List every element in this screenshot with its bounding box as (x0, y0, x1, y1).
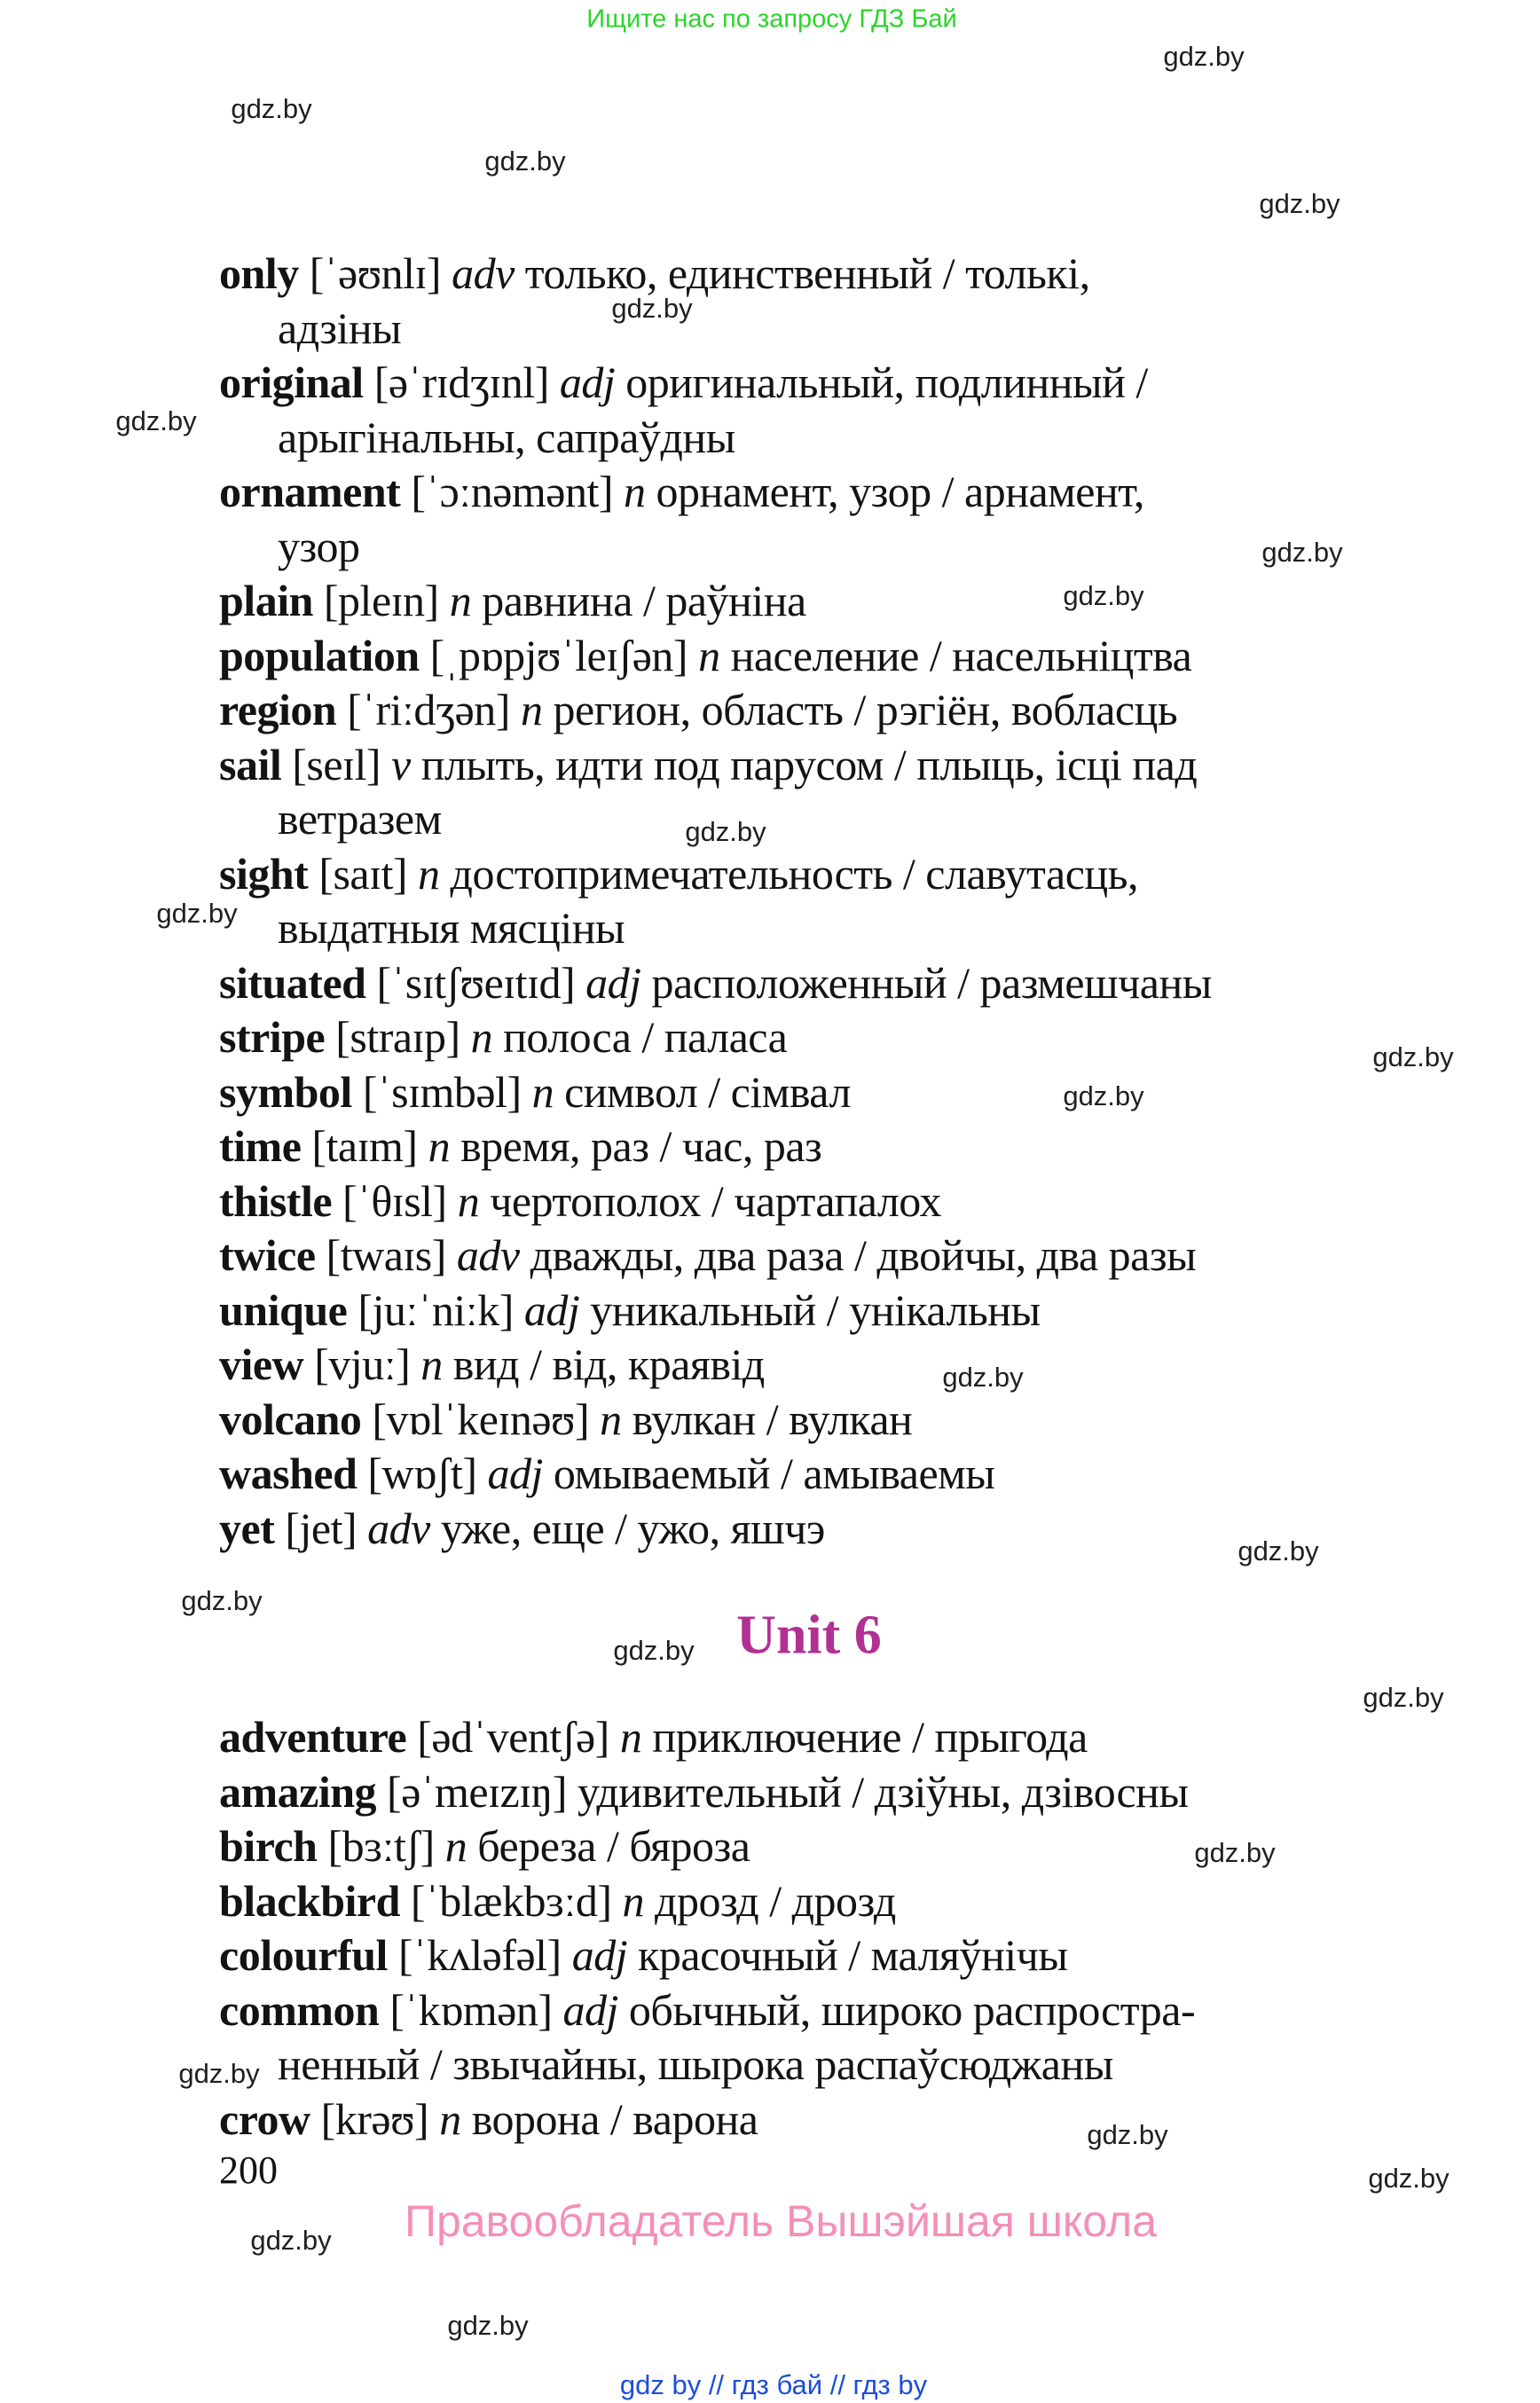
entry-transcription: [ˈɔːnəmənt] (411, 467, 614, 516)
entry-line (219, 1393, 1505, 1448)
entry-transcription: [wɒʃt] (367, 1449, 477, 1498)
entry-translation: вид / від, краявід (452, 1339, 765, 1389)
entry-line (219, 847, 1505, 902)
promo-search-text: Ищите нас по запросу ГДЗ Бай (586, 4, 957, 34)
entry-transcription: [saɪt] (318, 848, 408, 899)
entry-translation: плыть, идти под парусом / плыць, ісці пад (420, 739, 1198, 789)
gdz-watermark: gdz.by (1261, 537, 1343, 568)
entry-translation-continued: выдатныя мясціны (278, 903, 625, 953)
entry-line (219, 683, 1505, 738)
dictionary-entry (219, 1284, 1505, 1339)
page-number: 200 (219, 2148, 278, 2192)
dictionary-entry (219, 1174, 1505, 1229)
gdz-watermark: gdz.by (613, 1635, 695, 1666)
entry-translation: равнина / раўніна (482, 576, 806, 625)
entry-transcription: [taɪm] (311, 1121, 418, 1171)
entry-pos: n (619, 1712, 642, 1762)
entry-pos: n (418, 848, 440, 899)
entry-line (219, 1502, 1505, 1557)
entry-headword: time (219, 1121, 302, 1171)
gdz-watermark: gdz.by (115, 405, 197, 436)
entry-headword: situated (219, 957, 366, 1008)
gdz-watermark: gdz.by (181, 1585, 263, 1616)
dictionary-entry (219, 465, 1505, 574)
entry-line (219, 1710, 1505, 1765)
entry-pos: n (439, 2093, 461, 2144)
dictionary-entry (219, 629, 1505, 684)
dictionary-entry (219, 2093, 1505, 2148)
entry-line (219, 574, 1505, 629)
entry-line-continuation (219, 520, 1505, 575)
entry-translation: дрозд / дрозд (655, 1875, 896, 1926)
entry-translation: регион, область / рэгіён, вобласць (553, 685, 1178, 734)
dictionary-entry (219, 1065, 1505, 1120)
gdz-watermark: gdz.by (1368, 2163, 1450, 2194)
entry-pos: n (449, 576, 472, 625)
dictionary-entry (219, 1928, 1505, 1983)
entry-translation: время, раз / час, раз (460, 1121, 822, 1171)
entry-transcription: [əˈrɪdʒɪnl] (373, 357, 549, 407)
entry-headword: only (219, 248, 299, 298)
entry-transcription: [ˈsɪmbəl] (362, 1066, 522, 1117)
entry-line (219, 1284, 1505, 1339)
entry-pos: adj (559, 357, 616, 407)
dictionary-entry (219, 1393, 1505, 1448)
entry-headword: sight (219, 848, 309, 899)
dictionary-entry (219, 1010, 1505, 1065)
entry-headword: volcano (219, 1394, 362, 1444)
entry-headword: stripe (219, 1012, 326, 1062)
gdz-watermark: gdz.by (250, 2225, 332, 2256)
entry-pos: v (390, 739, 411, 789)
entry-pos: adj (562, 1984, 618, 2035)
entry-line-continuation (219, 2038, 1505, 2093)
entry-translation-continued: ветразем (278, 794, 442, 844)
entry-pos: adv (452, 248, 515, 298)
entry-transcription: [krəʊ] (320, 2093, 429, 2144)
entry-line (219, 1119, 1505, 1174)
entry-line (219, 1229, 1505, 1284)
gdz-watermark: gdz.by (1194, 1837, 1276, 1868)
entry-translation: красочный / маляўнічы (638, 1930, 1068, 1980)
dictionary-entry (219, 356, 1505, 465)
entry-line (219, 1874, 1505, 1929)
entry-pos: n (520, 685, 543, 734)
entry-headword: original (219, 357, 364, 407)
dictionary-entry (219, 683, 1505, 738)
gdz-watermark: gdz.by (1063, 580, 1144, 611)
entry-translation: только, единственный / толькі, (524, 248, 1090, 298)
entry-translation-continued: ненный / звычайны, шырока распаўсюджаны (278, 2039, 1113, 2089)
unit-heading: Unit 6 (736, 1605, 882, 1666)
entry-transcription: [straɪp] (335, 1012, 460, 1062)
gdz-watermark: gdz.by (611, 293, 693, 324)
entry-translation: население / насельніцтва (730, 630, 1192, 680)
entry-transcription: [ˈriːdʒən] (347, 685, 510, 734)
dictionary-entry (219, 738, 1505, 847)
entry-translation-continued: адзіны (278, 302, 402, 353)
entry-transcription: [ˌpɒpjʊˈleɪʃən] (429, 630, 688, 680)
entry-headword: unique (219, 1284, 348, 1335)
entry-headword: twice (219, 1230, 316, 1280)
gdz-watermark: gdz.by (1363, 1682, 1444, 1713)
entry-transcription: [juːˈniːk] (358, 1284, 514, 1335)
gdz-watermark: gdz.by (1063, 1080, 1144, 1111)
gdz-watermark: gdz.by (1087, 2119, 1168, 2150)
entry-line (219, 629, 1505, 684)
gdz-watermark: gdz.by (1238, 1535, 1319, 1567)
entry-line (219, 356, 1505, 411)
entry-line (219, 1928, 1505, 1983)
entry-headword: thistle (219, 1175, 333, 1226)
entry-transcription: [ˈkɒmən] (389, 1984, 553, 2035)
entry-headword: colourful (219, 1930, 388, 1980)
dictionary-entry (219, 1710, 1505, 1765)
entry-line (219, 956, 1505, 1011)
entry-translation-continued: узор (278, 521, 360, 571)
gdz-watermark: gdz.by (484, 145, 566, 177)
entry-headword: amazing (219, 1766, 377, 1817)
entry-line-continuation (219, 411, 1505, 466)
entry-pos: adv (367, 1503, 430, 1553)
entry-pos: adv (456, 1230, 520, 1280)
dictionary-entry (219, 956, 1505, 1011)
entry-headword: yet (219, 1503, 275, 1553)
entry-transcription: [bɜːtʃ] (327, 1821, 435, 1871)
entry-pos: n (622, 1875, 644, 1926)
entry-pos: adj (571, 1930, 628, 1980)
entry-transcription: [ˈəʊnlɪ] (309, 248, 442, 298)
entry-line (219, 1065, 1505, 1120)
dictionary-entry (219, 247, 1505, 356)
dictionary-entry (219, 1229, 1505, 1284)
entry-translation: уникальный / унікальны (590, 1284, 1041, 1335)
entry-translation: чертополох / чартапалох (490, 1175, 942, 1226)
dictionary-entry (219, 1983, 1505, 2093)
entry-translation: оригинальный, подлинный / (625, 357, 1148, 407)
entry-headword: common (219, 1984, 380, 2035)
dictionary-entry (219, 1338, 1505, 1393)
dictionary-entry (219, 1874, 1505, 1929)
glossary-list-unit6 (219, 1710, 1505, 2147)
entry-transcription: [jet] (285, 1503, 358, 1553)
entry-translation: расположенный / размешчаны (651, 957, 1212, 1008)
entry-transcription: [əˈmeɪzɪŋ] (387, 1766, 567, 1817)
gdz-watermark: gdz.by (447, 2310, 529, 2341)
dictionary-entry (219, 1765, 1505, 1820)
entry-line-continuation (219, 302, 1505, 357)
entry-transcription: [vjuː] (314, 1339, 411, 1389)
entry-transcription: [vɒlˈkeɪnəʊ] (372, 1394, 590, 1444)
entry-headword: washed (219, 1449, 358, 1498)
footer-links: gdz by // гдз бай // гдз by (619, 2369, 928, 2400)
glossary-list-unit5 (219, 247, 1505, 1556)
dictionary-entry (219, 847, 1505, 956)
entry-transcription: [ədˈventʃə] (417, 1712, 609, 1762)
gdz-watermark: gdz.by (178, 2058, 260, 2089)
entry-transcription: [ˈsɪtʃʊeɪtɪd] (376, 957, 576, 1008)
entry-line (219, 2093, 1505, 2148)
entry-pos: n (531, 1066, 554, 1117)
dictionary-entry (219, 574, 1505, 629)
entry-line-continuation (219, 792, 1505, 847)
entry-translation: вулкан / вулкан (632, 1394, 913, 1444)
entry-line (219, 738, 1505, 793)
dictionary-entry (219, 1819, 1505, 1874)
gdz-watermark: gdz.by (685, 816, 766, 847)
dictionary-entry (219, 1119, 1505, 1174)
entry-headword: sail (219, 739, 282, 789)
entry-headword: region (219, 685, 337, 734)
entry-translation: символ / сімвал (564, 1066, 851, 1117)
entry-headword: birch (219, 1821, 318, 1871)
gdz-watermark: gdz.by (1259, 188, 1340, 219)
entry-pos: adj (523, 1284, 580, 1335)
entry-translation: достопримечательность / славутасць, (450, 848, 1138, 899)
entry-headword: view (219, 1339, 304, 1389)
copyright-line: Правообладатель Вышэйшая школа (405, 2196, 1157, 2246)
entry-transcription: [ˈθɪsl] (342, 1175, 447, 1226)
entry-transcription: [twaɪs] (326, 1230, 446, 1280)
entry-line (219, 1447, 1505, 1502)
entry-pos: n (457, 1175, 480, 1226)
entry-line (219, 465, 1505, 520)
entry-pos: adj (487, 1449, 543, 1498)
entry-line (219, 1338, 1505, 1393)
entry-line (219, 1765, 1505, 1820)
entry-pos: n (444, 1821, 468, 1871)
gdz-watermark: gdz.by (1372, 1041, 1454, 1072)
entry-pos: n (428, 1121, 451, 1171)
dictionary-entry (219, 1447, 1505, 1502)
entry-transcription: [ˈkʌləfəl] (397, 1930, 562, 1980)
entry-translation: полоса / паласа (503, 1012, 788, 1062)
entry-pos: n (698, 630, 720, 680)
entry-line (219, 1819, 1505, 1874)
dictionary-entry (219, 1502, 1505, 1557)
gdz-watermark: gdz.by (1163, 41, 1245, 72)
entry-pos: n (420, 1339, 443, 1389)
entry-headword: blackbird (219, 1875, 400, 1926)
gdz-watermark: gdz.by (156, 898, 238, 929)
entry-transcription: [ˈblækbɜːd] (410, 1875, 612, 1926)
entry-headword: crow (219, 2093, 310, 2144)
entry-headword: ornament (219, 467, 401, 516)
entry-headword: population (219, 630, 420, 680)
entry-pos: n (624, 467, 646, 516)
entry-headword: symbol (219, 1066, 352, 1117)
entry-translation-continued: арыгінальны, сапраўдны (278, 412, 735, 462)
entry-line (219, 1010, 1505, 1065)
gdz-watermark: gdz.by (231, 93, 312, 124)
entry-translation: приключение / прыгода (652, 1712, 1088, 1762)
entry-translation: орнамент, узор / арнамент, (656, 467, 1144, 516)
entry-headword: plain (219, 576, 313, 625)
entry-translation: дважды, два раза / двойчы, два разы (530, 1230, 1197, 1280)
entry-line (219, 1983, 1505, 2038)
entry-translation: ворона / варона (471, 2093, 758, 2144)
entry-translation: береза / бяроза (477, 1821, 750, 1871)
entry-pos: n (600, 1394, 622, 1444)
gdz-watermark: gdz.by (942, 1362, 1024, 1393)
entry-transcription: [pleɪn] (323, 576, 439, 625)
entry-translation: уже, еще / ужо, яшчэ (440, 1503, 825, 1553)
entry-translation: омываемый / амываемы (553, 1449, 995, 1498)
entry-line (219, 247, 1505, 302)
entry-line-continuation (219, 901, 1505, 956)
entry-translation: удивительный / дзіўны, дзівосны (577, 1766, 1189, 1817)
entry-line (219, 1174, 1505, 1229)
entry-headword: adventure (219, 1712, 407, 1762)
entry-pos: adj (585, 957, 641, 1008)
entry-pos: n (470, 1012, 493, 1062)
entry-translation: обычный, широко распростра- (628, 1984, 1196, 2035)
entry-transcription: [seɪl] (292, 739, 381, 789)
